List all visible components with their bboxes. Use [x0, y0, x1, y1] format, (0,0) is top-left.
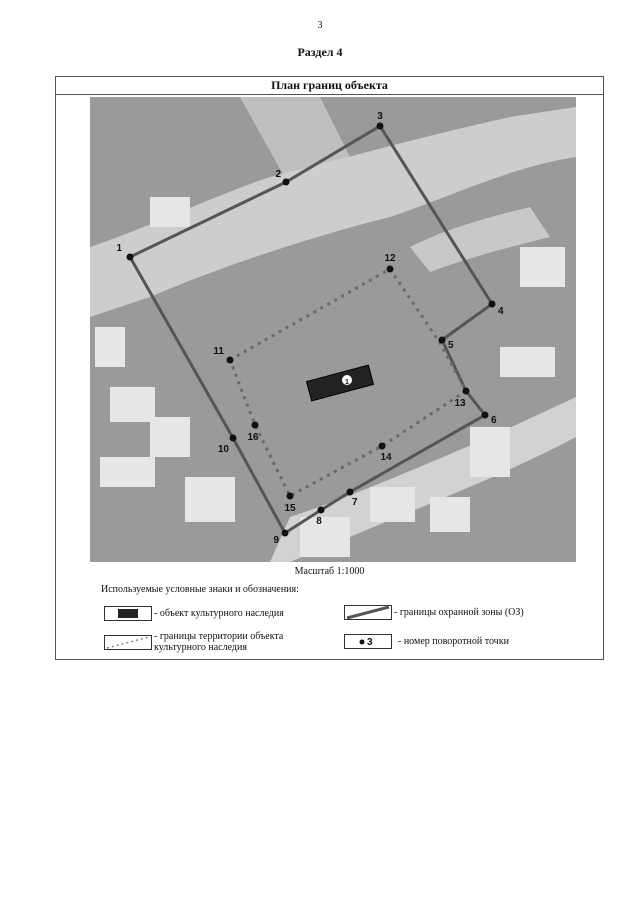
turning-point-label-15: 15 [284, 503, 296, 514]
map-building [100, 457, 155, 487]
map-building [520, 247, 565, 287]
turning-point-label-13: 13 [454, 398, 466, 409]
turning-point-5 [439, 337, 446, 344]
legend-point-swatch [344, 634, 392, 649]
turning-point-label-12: 12 [384, 253, 396, 264]
map-building [430, 497, 470, 532]
map-scale: Масштаб 1:1000 [294, 566, 365, 577]
point-sample-number: 3 [367, 637, 373, 648]
plan-title: План границ объекта [56, 77, 603, 95]
turning-point-label-7: 7 [352, 497, 358, 508]
turning-point-label-11: 11 [213, 346, 224, 357]
turning-point-15 [287, 493, 294, 500]
heritage-object-number: 1 [345, 379, 349, 386]
turning-point-label-5: 5 [448, 340, 454, 351]
legend-zone-label: - границы охранной зоны (ОЗ) [394, 607, 524, 618]
zone-line-sample [345, 606, 391, 619]
legend-point-label: - номер поворотной точки [398, 636, 509, 647]
map-building [95, 327, 125, 367]
section-title: Раздел 4 [297, 45, 343, 59]
page-number: 3 [317, 20, 323, 31]
point-sample [345, 635, 391, 648]
turning-point-9 [282, 530, 289, 537]
turning-point-label-9: 9 [273, 535, 279, 546]
turning-point-1 [127, 254, 134, 261]
turning-point-8 [318, 507, 325, 514]
legend-territory-label: - границы территории объекта культурного наследия [154, 631, 284, 653]
turning-point-4 [489, 301, 496, 308]
plan-frame [55, 76, 604, 660]
turning-point-label-16: 16 [247, 432, 259, 443]
turning-point-14 [379, 443, 386, 450]
legend-title: Используемые условные знаки и обозначения: [101, 584, 299, 595]
map-building [110, 387, 155, 422]
turning-point-label-10: 10 [217, 444, 229, 455]
turning-point-label-14: 14 [380, 452, 392, 463]
turning-point-10 [230, 435, 237, 442]
turning-point-label-8: 8 [316, 516, 322, 527]
turning-point-label-6: 6 [491, 415, 497, 426]
legend-heritage-label: - объект культурного наследия [154, 608, 284, 619]
map-building [150, 197, 190, 227]
boundary-map [90, 97, 576, 562]
turning-point-3 [377, 123, 384, 130]
legend-heritage-swatch [104, 606, 152, 621]
map-building [185, 477, 235, 522]
turning-point-16 [252, 422, 259, 429]
turning-point-12 [387, 266, 394, 273]
turning-point-label-3: 3 [377, 111, 383, 122]
territory-line-sample [105, 636, 151, 649]
turning-point-6 [482, 412, 489, 419]
map-building [500, 347, 555, 377]
turning-point-label-2: 2 [275, 169, 281, 180]
turning-point-11 [227, 357, 234, 364]
turning-point-7 [347, 489, 354, 496]
map-building [150, 417, 190, 457]
turning-point-label-4: 4 [498, 306, 504, 317]
map-building [370, 487, 415, 522]
map-building [300, 517, 350, 557]
turning-point-label-1: 1 [116, 243, 122, 254]
legend-territory-swatch [104, 635, 152, 650]
legend-zone-swatch [344, 605, 392, 620]
turning-point-2 [283, 179, 290, 186]
turning-point-13 [463, 388, 470, 395]
map-building [470, 427, 510, 477]
